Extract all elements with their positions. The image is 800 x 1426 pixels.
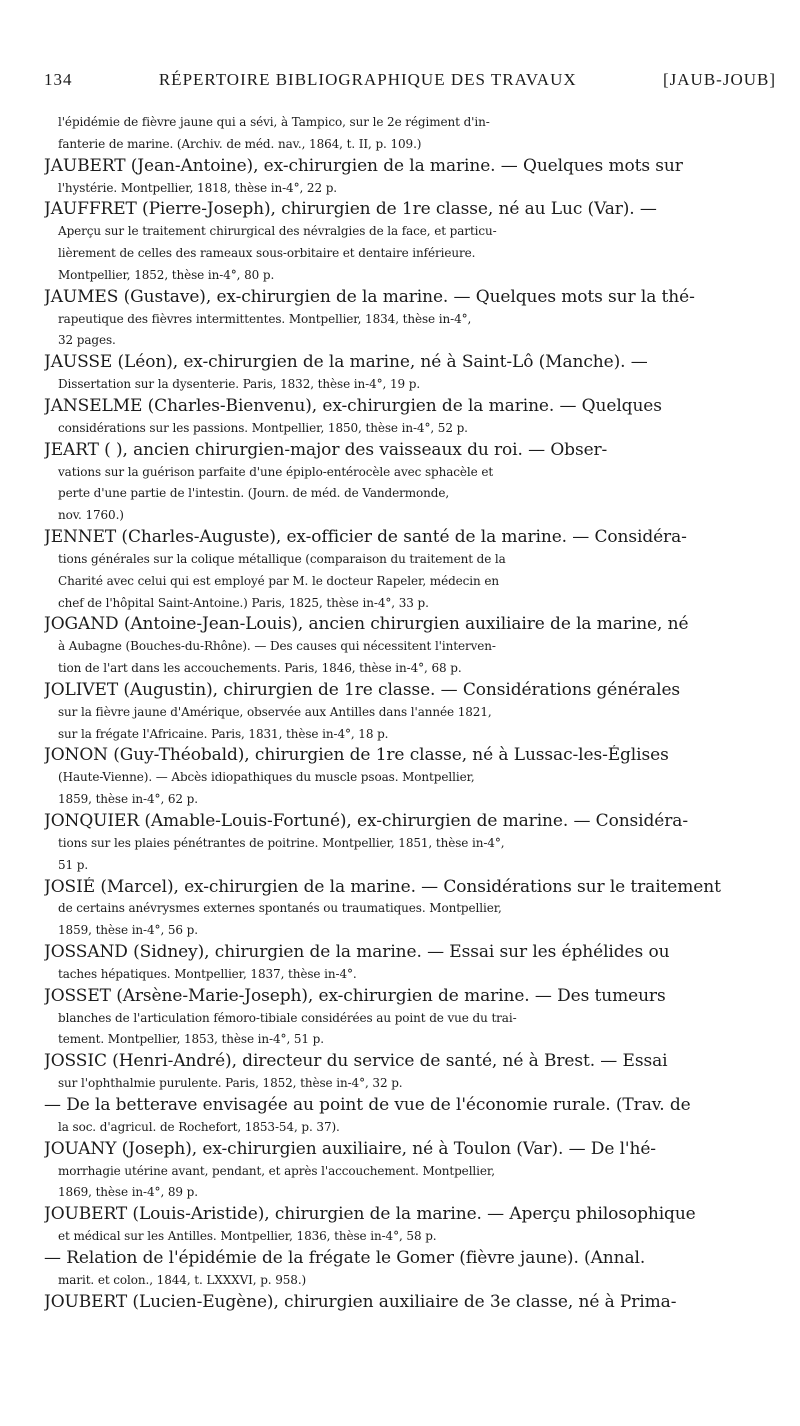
- text-line: morrhagie utérine avant, pendant, et après l'accouchement. Montpellier,: [58, 1163, 495, 1178]
- text-line: JONON (Guy-Théobald), chirurgien de 1re classe, né à Lussac-les-Églises: [44, 745, 669, 766]
- text-line: sur la fièvre jaune d'Amérique, observée aux Antilles dans l'année 1821,: [58, 704, 492, 719]
- text-line: JANSELME (Charles-Bienvenu), ex-chirurgien de la marine. — Quelques: [44, 395, 662, 416]
- text-line: JAUSSE (Léon), ex-chirurgien de la marine, né à Saint-Lô (Manche). —: [44, 352, 648, 373]
- text-line: 1869, thèse in-4°, 89 p.: [58, 1185, 198, 1200]
- text-line: tions sur les plaies pénétrantes de poitrine. Montpellier, 1851, thèse in-4°,: [58, 835, 505, 850]
- text-line: rapeutique des fièvres intermittentes. Montpellier, 1834, thèse in-4°,: [58, 311, 472, 326]
- page-number: 134: [44, 70, 73, 89]
- text-line: JOUBERT (Lucien-Eugène), chirurgien auxiliaire de 3e classe, né à Prima-: [44, 1291, 677, 1312]
- header-range: [JAUB-JOUB]: [663, 70, 776, 89]
- text-line: (Haute-Vienne). — Abcès idiopathiques du muscle psoas. Montpellier,: [58, 770, 475, 785]
- header-title: RÉPERTOIRE BIBLIOGRAPHIQUE DES TRAVAUX: [158, 70, 577, 89]
- text-line: à Aubagne (Bouches-du-Rhône). — Des causes qui nécessitent l'interven-: [58, 639, 496, 654]
- text-line: JAUFFRET (Pierre-Joseph), chirurgien de 1re classe, né au Luc (Var). —: [44, 199, 657, 220]
- text-line: tion de l'art dans les accouchements. Paris, 1846, thèse in-4°, 68 p.: [58, 661, 462, 676]
- text-line: JOGAND (Antoine-Jean-Louis), ancien chirurgien auxiliaire de la marine, né: [44, 614, 689, 635]
- text-line: JOSSET (Arsène-Marie-Joseph), ex-chirurgien de marine. — Des tumeurs: [44, 985, 666, 1006]
- text-line: JOUBERT (Louis-Aristide), chirurgien de la marine. — Aperçu philosophique: [44, 1204, 696, 1225]
- text-line: et médical sur les Antilles. Montpellier, 1836, thèse in-4°, 58 p.: [58, 1229, 437, 1244]
- bibliography-entries: [44, 112, 778, 1313]
- text-line: JAUMES (Gustave), ex-chirurgien de la marine. — Quelques mots sur la thé-: [44, 286, 695, 307]
- text-line: la soc. d'agricul. de Rochefort, 1853-54, p. 37).: [58, 1119, 340, 1134]
- text-line: l'épidémie de fièvre jaune qui a sévi, à Tampico, sur le 2e régiment d'in-: [58, 115, 490, 129]
- text-line: Aperçu sur le traitement chirurgical des névralgies de la face, et particu-: [58, 224, 497, 239]
- text-line: JOSSIC (Henri-André), directeur du service de santé, né à Brest. — Essai: [44, 1051, 668, 1072]
- text-line: vations sur la guérison parfaite d'une épiplo-entérocèle avec sphacèle et: [58, 464, 494, 479]
- text-line: JOSIÉ (Marcel), ex-chirurgien de la marine. — Considérations sur le traitement: [44, 876, 721, 897]
- text-line: JOUANY (Joseph), ex-chirurgien auxiliaire, né à Toulon (Var). — De l'hé-: [44, 1138, 656, 1159]
- text-line: tement. Montpellier, 1853, thèse in-4°, 51 p.: [58, 1032, 324, 1047]
- text-line: considérations sur les passions. Montpellier, 1850, thèse in-4°, 52 p.: [58, 420, 468, 435]
- text-line: sur l'ophthalmie purulente. Paris, 1852, thèse in-4°, 32 p.: [58, 1076, 403, 1091]
- text-line: blanches de l'articulation fémoro-tibiale considérées au point de vue du trai-: [58, 1010, 517, 1025]
- text-line: JOLIVET (Augustin), chirurgien de 1re classe. — Considérations générales: [44, 679, 681, 700]
- text-line: lièrement de celles des rameaux sous-orbitaire et dentaire inférieure.: [58, 246, 476, 261]
- text-line: — Relation de l'épidémie de la frégate le Gomer (fièvre jaune). (Annal.: [44, 1247, 646, 1268]
- text-line: de certains anévrysmes externes spontanés ou traumatiques. Montpellier,: [58, 901, 502, 916]
- text-line: nov. 1760.): [58, 508, 124, 523]
- text-line: 1859, thèse in-4°, 62 p.: [58, 792, 198, 807]
- text-line: JENNET (Charles-Auguste), ex-officier de santé de la marine. — Considéra-: [44, 527, 687, 548]
- text-line: tions générales sur la colique métallique (comparaison du traitement de la: [58, 551, 506, 566]
- text-line: — De la betterave envisagée au point de vue de l'économie rurale. (Trav. de: [44, 1094, 691, 1115]
- text-line: marit. et colon., 1844, t. LXXXVI, p. 958.): [58, 1272, 307, 1287]
- text-line: chef de l'hôpital Saint-Antoine.) Paris, 1825, thèse in-4°, 33 p.: [58, 595, 429, 610]
- text-line: Dissertation sur la dysenterie. Paris, 1832, thèse in-4°, 19 p.: [58, 377, 421, 392]
- text-line: taches hépatiques. Montpellier, 1837, thèse in-4°.: [58, 966, 357, 981]
- text-line: JEART ( ), ancien chirurgien-major des vaisseaux du roi. — Obser-: [44, 439, 608, 460]
- running-header: [44, 70, 776, 90]
- text-line: JAUBERT (Jean-Antoine), ex-chirurgien de la marine. — Quelques mots sur: [44, 155, 683, 176]
- text-line: 1859, thèse in-4°, 56 p.: [58, 923, 198, 938]
- text-line: fanterie de marine. (Archiv. de méd. nav., 1864, t. II, p. 109.): [58, 136, 422, 151]
- text-line: Charité avec celui qui est employé par M. le docteur Rapeler, médecin en: [58, 573, 499, 588]
- text-line: perte d'une partie de l'intestin. (Journ. de méd. de Vandermonde,: [58, 486, 450, 501]
- text-line: JOSSAND (Sidney), chirurgien de la marine. — Essai sur les éphélides ou: [44, 942, 670, 963]
- text-line: Montpellier, 1852, thèse in-4°, 80 p.: [58, 267, 275, 282]
- text-line: 32 pages.: [58, 333, 116, 348]
- text-line: l'hystérie. Montpellier, 1818, thèse in-4°, 22 p.: [58, 180, 337, 195]
- text-line: sur la frégate l'Africaine. Paris, 1831, thèse in-4°, 18 p.: [58, 726, 389, 741]
- text-line: JONQUIER (Amable-Louis-Fortuné), ex-chirurgien de marine. — Considéra-: [44, 811, 688, 831]
- text-line: 51 p.: [58, 857, 89, 872]
